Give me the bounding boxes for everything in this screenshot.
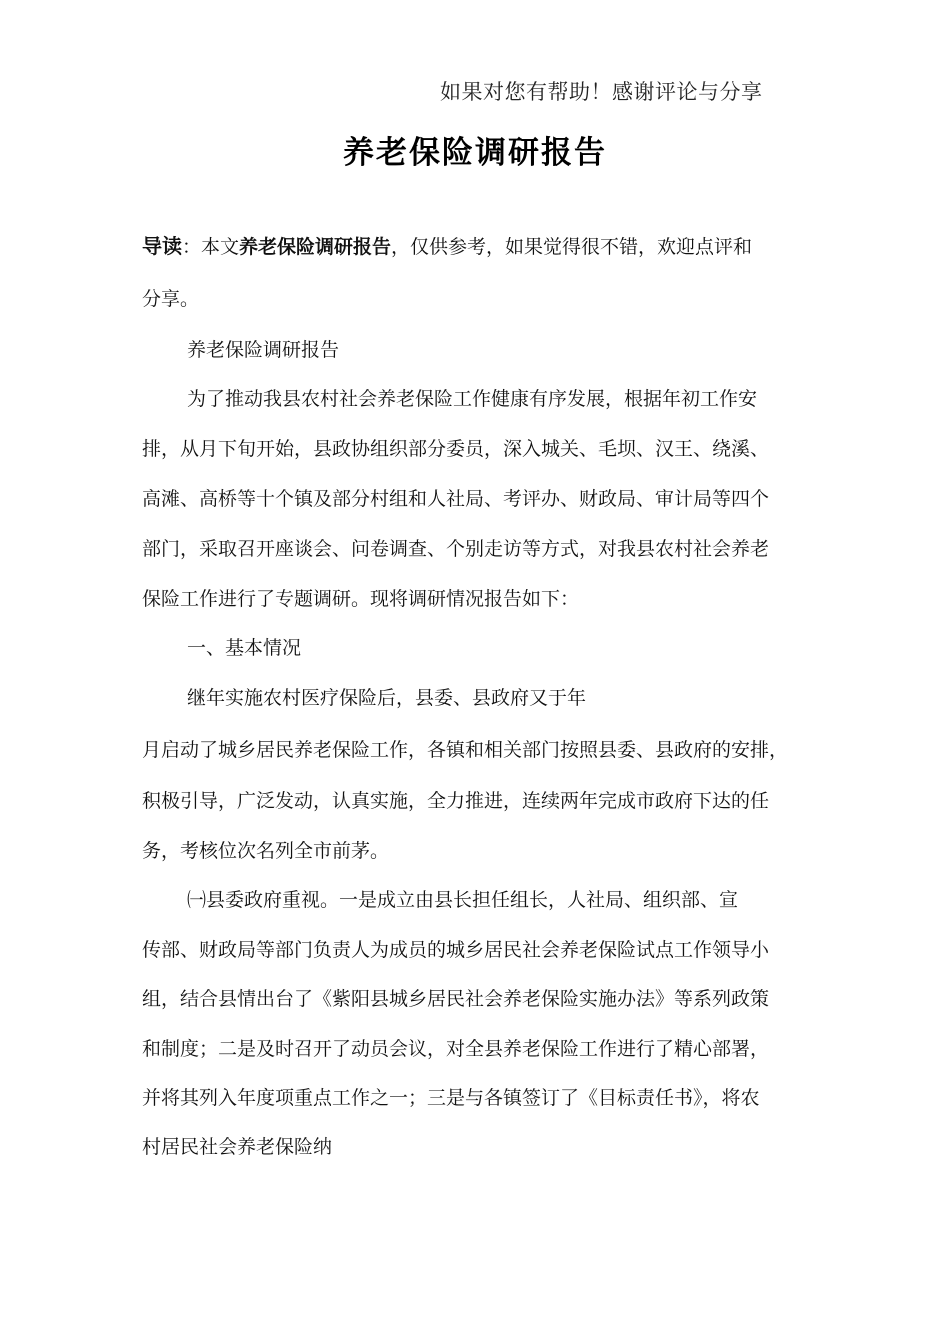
body-line: 并将其列入年度项重点工作之一；三是与各镇签订了《目标责任书》，将农 (142, 1087, 760, 1109)
lead-continuation: 分享。 (142, 288, 200, 310)
body-line: 组，结合县情出台了《紫阳县城乡居民社会养老保险实施办法》等系列政策 (142, 988, 770, 1010)
body-line: 排，从月下旬开始，县政协组织部分委员，深入城关、毛坝、汉王、绕溪、 (142, 438, 770, 460)
lead-paragraph (142, 233, 752, 260)
body-line: 和制度；二是及时召开了动员会议，对全县养老保险工作进行了精心部署， (142, 1038, 770, 1060)
body-line: ㈠县委政府重视。一是成立由县长担任组长，人社局、组织部、宣 (187, 889, 739, 911)
document-title: 养老保险调研报告 (343, 135, 607, 171)
body-line: 部门，采取召开座谈会、问卷调查、个别走访等方式，对我县农村社会养老 (142, 538, 770, 560)
body-line: 保险工作进行了专题调研。现将调研情况报告如下： (142, 588, 580, 610)
body-line: 月启动了城乡居民养老保险工作，各镇和相关部门按照县委、县政府的安排， (142, 739, 789, 761)
lead-colon: ： (182, 236, 202, 258)
body-line: 积极引导，广泛发动，认真实施，全力推进，连续两年完成市政府下达的任 (142, 790, 770, 812)
lead-label: 导读 (142, 234, 182, 258)
lead-doc-name: 养老保险调研报告 (239, 236, 392, 258)
lead-suffix: ，仅供参考，如果觉得很不错，欢迎点评和 (391, 236, 753, 258)
section-heading: 一、基本情况 (187, 637, 302, 659)
body-line: 务，考核位次名列全市前茅。 (142, 840, 390, 862)
body-line: 村居民社会养老保险纳 (142, 1136, 333, 1158)
lead-prefix: 本文 (201, 236, 240, 258)
body-line: 高滩、高桥等十个镇及部分村组和人社局、考评办、财政局、审计局等四个 (142, 488, 770, 510)
body-line: 养老保险调研报告 (187, 339, 340, 361)
header-note: 如果对您有帮助！感谢评论与分享 (440, 80, 763, 104)
body-line: 为了推动我县农村社会养老保险工作健康有序发展，根据年初工作安 (187, 388, 758, 410)
body-line: 传部、财政局等部门负责人为成员的城乡居民社会养老保险试点工作领导小 (142, 939, 770, 961)
body-line: 继年实施农村医疗保险后，县委、县政府又于年 (187, 687, 587, 709)
